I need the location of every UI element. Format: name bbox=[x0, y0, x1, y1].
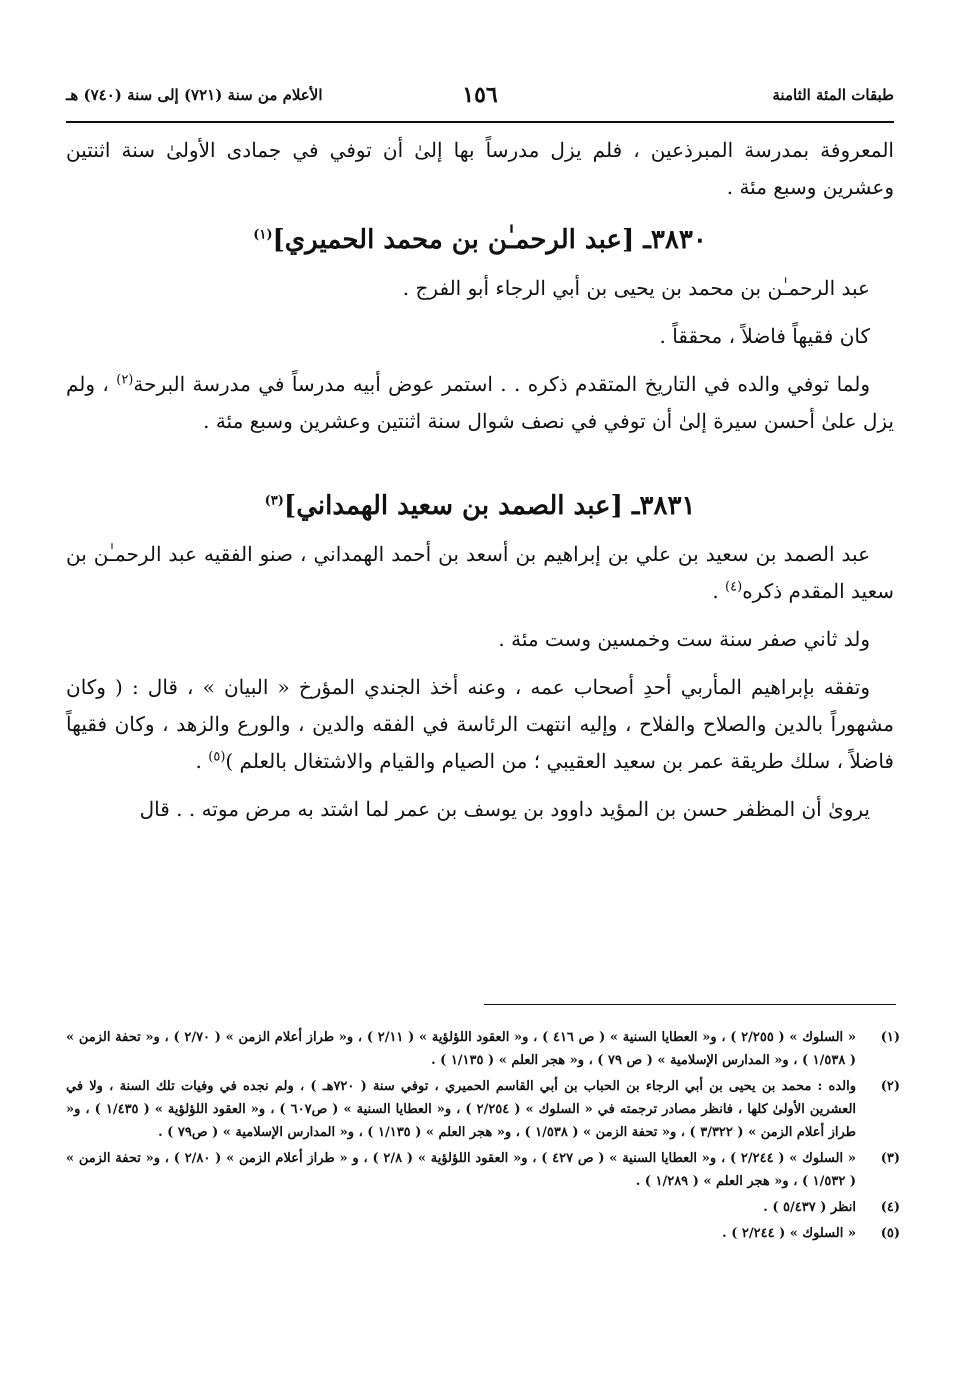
footnotes bbox=[66, 1026, 900, 1248]
footnote-ref: (٣) bbox=[264, 493, 284, 509]
paragraph-text: ، ولم يزل علىٰ أحسن سيرة إلىٰ أن توفي في نصف شوال سنة اثنتين وعشرين وسبع مئة . bbox=[66, 372, 894, 433]
paragraph-text: . bbox=[195, 749, 209, 773]
entry-heading-text: ٣٨٣٠ـ [عبد الرحمـٰن بن محمد الحميري] bbox=[272, 225, 707, 255]
footnote-number: (١) bbox=[880, 1030, 900, 1045]
footnote-rule bbox=[484, 1004, 896, 1005]
entry-3831-paragraph-4: يروىٰ أن المظفر حسن بن المؤيد داوود بن يوسف بن عمر لما اشتد به مرض موته . . قال bbox=[139, 797, 870, 821]
footnote-5 bbox=[66, 1222, 900, 1245]
paragraph-text: وتفقه بإبراهيم المأربي أحدِ أصحاب عمه ، وعنه أخذ الجندي المؤرخ « البيان » ، قال : ( وكان مشهوراً بالدين والصلاح والفلاح ، وإليه انتهت الرئاسة في الفقه والدين ، والورع والزهد ، وكان فقيهاً فاضلاً ، سلك طريقة عمر بن سعيد العقيبي ؛ من الصيام والقيام والاشتغال بالعلم ) bbox=[66, 675, 894, 773]
footnote-4 bbox=[66, 1196, 900, 1219]
footnote-number: (٥) bbox=[880, 1226, 900, 1241]
entry-3830-paragraph-3 bbox=[66, 366, 894, 440]
entry-3831-paragraph-1 bbox=[66, 536, 894, 610]
paragraph-text: . bbox=[712, 579, 726, 603]
entry-heading-text: ٣٨٣١ـ [عبد الصمد بن سعيد الهمداني] bbox=[283, 491, 696, 521]
entry-heading-3831 bbox=[66, 486, 894, 526]
footnote-number: (٤) bbox=[880, 1200, 900, 1215]
page-number: ١٥٦ bbox=[462, 82, 498, 108]
footnote-2 bbox=[66, 1075, 900, 1144]
footnote-3 bbox=[66, 1147, 900, 1193]
footnote-ref: (٢) bbox=[116, 372, 134, 388]
footnote-number: (٣) bbox=[880, 1151, 900, 1166]
entry-3830-paragraph-2: كان فقيهاً فاضلاً ، محققاً . bbox=[659, 324, 870, 348]
header-rule bbox=[66, 121, 894, 123]
section-title: طبقات المئة الثامنة bbox=[772, 86, 894, 104]
footnote-1 bbox=[66, 1026, 900, 1072]
paragraph-text: ولما توفي والده في التاريخ المتقدم ذكره . . استمر عوض أبيه مدرساً في مدرسة البرحة bbox=[133, 372, 870, 396]
footnote-text: « السلوك » ( ٢/٢٤٤ ) . bbox=[722, 1226, 856, 1241]
entry-heading-3830 bbox=[66, 220, 894, 260]
entry-3831-paragraph-3 bbox=[66, 669, 894, 780]
main-text bbox=[66, 132, 894, 828]
entry-3831-paragraph-2: ولد ثاني صفر سنة ست وخمسين وست مئة . bbox=[498, 627, 870, 651]
footnote-ref: (٤) bbox=[725, 579, 743, 595]
footnote-ref: (١) bbox=[253, 227, 273, 243]
footnote-text: « السلوك » ( ٢/٢٥٥ ) ، و« العطايا السنية » ( ص ٤١٦ ) ، و« العقود اللؤلؤية » ( ٢/١١ ) ، و« طراز أعلام الزمن » ( ٢/٧٠ ) ، و« تحفة الزمن » ( ١/٥٣٨ ) ، و« المدارس الإسلامية » ( ص ٧٩ ) ، و« هجر العلم » ( ١/١٣٥ ) . bbox=[66, 1030, 857, 1068]
running-header bbox=[66, 82, 894, 110]
range-title: الأعلام من سنة (٧٢١) إلى سنة (٧٤٠) هـ bbox=[66, 86, 323, 104]
footnote-text: انظر ( ٥/٤٣٧ ) . bbox=[763, 1200, 856, 1215]
entry-3830-paragraph-1: عبد الرحمـٰن بن محمد بن يحيى بن أبي الرجاء أبو الفرج . bbox=[402, 276, 870, 300]
footnote-ref: (٥) bbox=[208, 749, 226, 765]
footnote-text: « السلوك » ( ٢/٢٤٤ ) ، و« العطايا السنية » ( ص ٤٢٧ ) ، و« العقود اللؤلؤية » ( ٢/٨ ) ، و « طراز أعلام الزمن » ( ٢/٨٠ ) ، و« تحفة الزمن » ( ١/٥٣٢ ) ، و« هجر العلم » ( ١/٢٨٩ ) . bbox=[66, 1151, 856, 1189]
footnote-number: (٢) bbox=[880, 1079, 900, 1094]
intro-paragraph: المعروفة بمدرسة المبرذعين ، فلم يزل مدرساً بها إلىٰ أن توفي في جمادى الأولىٰ سنة اثنتين وعشرين وسبع مئة . bbox=[66, 138, 894, 199]
paragraph-text: عبد الصمد بن سعيد بن علي بن إبراهيم بن أسعد بن أحمد الهمداني ، صنو الفقيه عبد الرحمـٰن بن سعيد المقدم ذكره bbox=[66, 542, 894, 603]
footnote-text: والده : محمد بن يحيى بن أبي الرجاء بن الحباب بن أبي القاسم الحميري ، توفي سنة ( ٧٢٠هـ ) ، ولم نجده في وفيات تلك السنة ، ولا في العشرين الأولىٰ كلها ، فانظر مصادر ترجمته في « السلوك » ( ٢/٢٥٤ ) ، و« العطايا السنية » ( ص٦٠٧ ) ، و« العقود اللؤلؤية » ( ١/٤٣٥ ) ، و« طراز أعلام الزمن » ( ٣/٣٢٢ ) ، و« تحفة الزمن » ( ١/٥٣٨ ) ، و« هجر العلم » ( ١/١٣٥ ) ، و« المدارس الإسلامية » ( ص٧٩ ) . bbox=[66, 1079, 857, 1140]
